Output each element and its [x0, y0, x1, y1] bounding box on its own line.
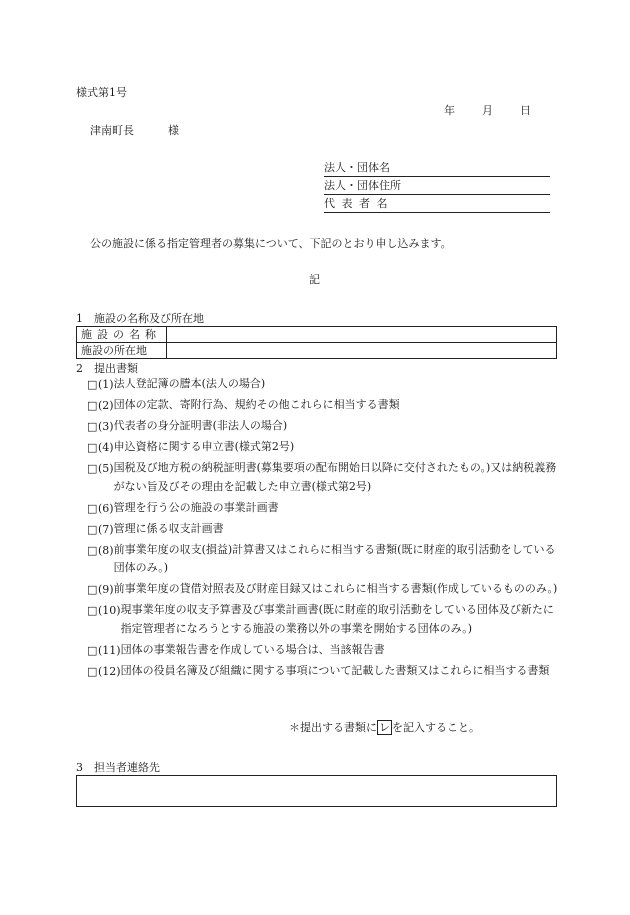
- item-number: (4): [98, 441, 114, 454]
- list-item: [87, 462, 562, 496]
- item-number: (2): [98, 399, 114, 412]
- item-text: 前事業年度の収支(損益)計算書又はこれらに相当する書類(既に財産的取引活動をしている団体のみ。): [113, 542, 556, 574]
- checkbox[interactable]: □: [87, 664, 98, 678]
- item-number: (3): [98, 420, 114, 433]
- item-text: 現事業年度の収支予算書及び事業計画書(既に財産的取引活動をしている団体及び新たに指定管理者になろうとする施設の業務以外の事業を開始する団体のみ。): [120, 603, 554, 635]
- intro-text: 公の施設に係る指定管理者の募集について、下記のとおり申し込みます。: [90, 237, 452, 250]
- facility-table: [76, 326, 557, 359]
- item-text: 団体の定款、寄附行為、規約その他これらに相当する書類: [113, 398, 400, 411]
- form-number: 様式第1号: [76, 86, 127, 99]
- item-text: 管理を行う公の施設の事業計画書: [113, 500, 279, 514]
- section2-title: 2 提出書類: [76, 362, 138, 375]
- item-text: 申込資格に関する申立書(様式第2号): [113, 440, 295, 453]
- facility-name-label: 施設の名称: [77, 327, 167, 343]
- item-number: (1): [98, 378, 114, 391]
- list-item: [87, 378, 562, 394]
- facility-name-row: [77, 327, 557, 343]
- note-suffix: を記入すること。: [392, 721, 480, 734]
- item-number: (9): [98, 583, 114, 596]
- org-name-field[interactable]: [324, 161, 550, 177]
- item-number: (10): [98, 604, 121, 617]
- item-number: (8): [98, 543, 114, 557]
- check-mark-box: レ: [379, 721, 390, 734]
- addressee: [90, 124, 179, 137]
- date-year: 年: [444, 104, 455, 117]
- org-name-underline: [324, 176, 550, 177]
- item-number: (7): [98, 522, 114, 536]
- date-day: 日: [520, 104, 531, 117]
- checkbox[interactable]: □: [87, 543, 98, 557]
- item-number: (5): [98, 462, 114, 475]
- document-list: [87, 378, 562, 686]
- facility-name-value[interactable]: [167, 327, 557, 343]
- addressee-name: 津南町長: [90, 124, 134, 137]
- addressee-suffix: 様: [168, 124, 179, 137]
- list-item: [87, 502, 562, 518]
- facility-location-row: [77, 343, 557, 359]
- list-item: [87, 544, 562, 578]
- list-item: [87, 420, 562, 436]
- checkbox[interactable]: □: [87, 501, 98, 515]
- checkbox[interactable]: □: [87, 522, 98, 536]
- item-text: 管理に係る収支計画書: [113, 521, 224, 535]
- list-item: [87, 441, 562, 457]
- item-text: 代表者の身分証明書(非法人の場合): [113, 419, 288, 432]
- org-address-label: 法人・団体住所: [324, 179, 401, 192]
- section3-title: 3 担当者連絡先: [76, 761, 160, 774]
- checkbox[interactable]: □: [87, 420, 98, 433]
- list-item: [87, 583, 562, 599]
- contact-box[interactable]: [76, 775, 557, 807]
- facility-location-label: 施設の所在地: [77, 343, 167, 359]
- checkbox[interactable]: □: [87, 462, 98, 475]
- representative-label: 代表者名: [324, 197, 394, 210]
- item-number: (11): [98, 643, 121, 657]
- representative-underline: [324, 212, 550, 213]
- list-item: [87, 665, 562, 681]
- representative-field[interactable]: [324, 197, 550, 213]
- org-address-underline: [324, 194, 550, 195]
- org-name-label: 法人・団体名: [324, 161, 390, 174]
- checkbox[interactable]: □: [87, 441, 98, 454]
- date-month: 月: [482, 104, 493, 117]
- check-note: [289, 720, 480, 735]
- checkbox[interactable]: □: [87, 583, 98, 596]
- checkbox[interactable]: □: [87, 399, 98, 412]
- list-item: [87, 604, 562, 638]
- item-number: (6): [98, 501, 114, 515]
- ki-heading: 記: [309, 273, 320, 286]
- section1-title: 1 施設の名称及び所在地: [76, 312, 204, 325]
- item-text: 団体の役員名簿及び組織に関する事項について記載した書類又はこれらに相当する書類: [120, 663, 550, 677]
- item-text: 法人登記簿の謄本(法人の場合): [113, 377, 266, 390]
- item-text: 団体の事業報告書を作成している場合は、当該報告書: [120, 642, 385, 656]
- item-number: (12): [98, 664, 121, 678]
- note-prefix: ＊提出する書類に: [289, 721, 377, 734]
- date-line: [444, 104, 531, 117]
- checkbox[interactable]: □: [87, 378, 98, 391]
- facility-location-value[interactable]: [167, 343, 557, 359]
- list-item: [87, 523, 562, 539]
- checkbox[interactable]: □: [87, 643, 98, 657]
- item-text: 前事業年度の貸借対照表及び財産目録又はこれらに相当する書類(作成しているもののみ。): [113, 582, 558, 595]
- item-text: 国税及び地方税の納税証明書(募集要項の配布開始日以降に交付されたもの。)又は納税義務がない旨及びその理由を記載した申立書(様式第2号): [113, 461, 557, 493]
- list-item: [87, 399, 562, 415]
- org-address-field[interactable]: [324, 179, 550, 195]
- list-item: [87, 644, 562, 660]
- checkbox[interactable]: □: [87, 604, 98, 617]
